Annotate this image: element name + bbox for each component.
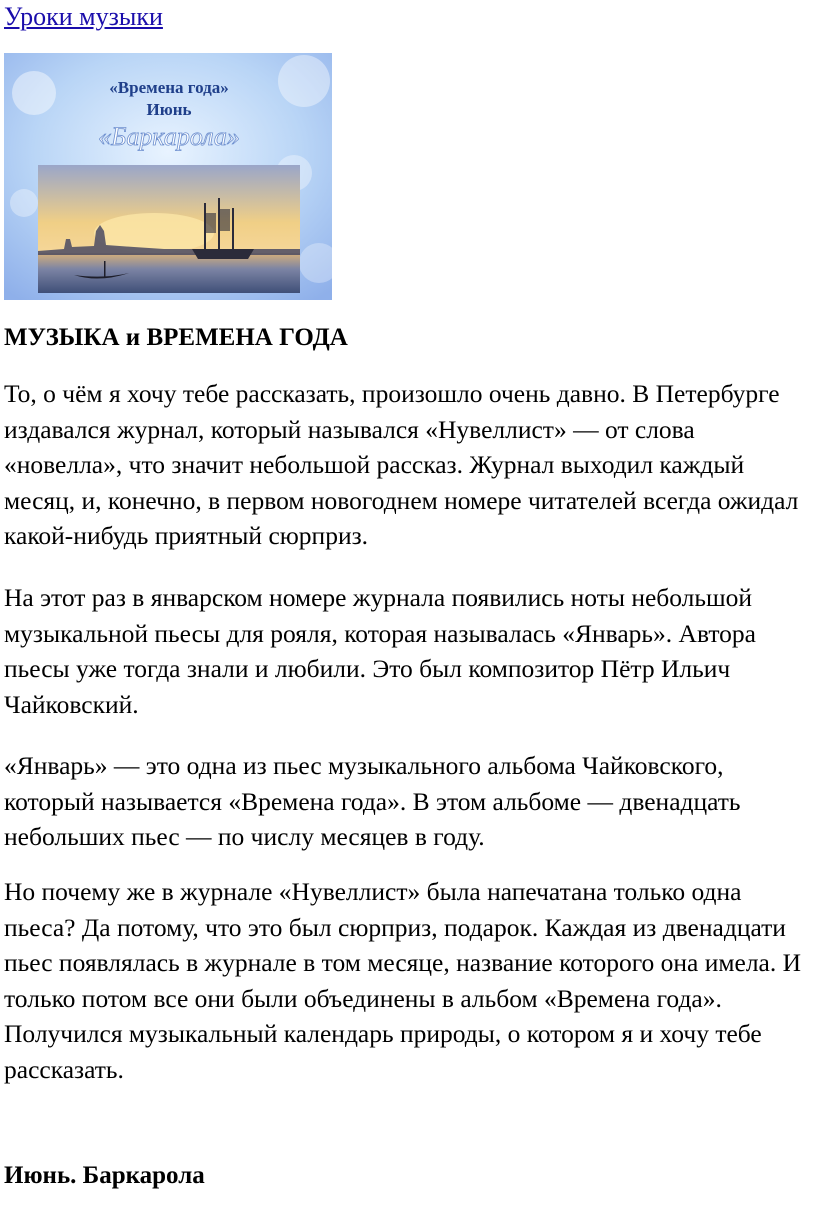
paragraph-2: На этот раз в январском номере журнала появились ноты небольшой музыкальной пьесы для рояля, которая называлась «Январь». Автора пьесы уже тогда знали и любили. Это был композитор Пётр Ильич Чайковский. — [4, 583, 756, 719]
barcarolle-cover-illustration — [4, 53, 332, 300]
cover-line-1: «Времена года» — [109, 78, 229, 97]
paragraph-3: «Январь» — это одна из пьес музыкального альбома Чайковского, который называется «Времена года». В этом альбоме — двенадцать небольших пьес — по числу месяцев в году. — [4, 751, 741, 851]
cover-line-3: «Баркарола» — [98, 122, 240, 151]
paragraph-4: Но почему же в журнале «Нувеллист» была напечатана только одна пьеса? Да потому, что это был сюрприз, подарок. Каждая из двенадцати пьес появлялась в журнале в том месяце, название которого она имела. И только потом все они были объединены в альбом «Времена года». Получился музыкальный календарь природы, о котором я и хочу тебе рассказать. — [4, 877, 802, 1084]
paragraph-1: То, о чём я хочу тебе рассказать, произошло очень давно. В Петербурге издавался журнал, который назывался «Нувеллист» — от слова «новелла», что значит небольшой рассказ. Журнал выходил каждый месяц, и, конечно, в первом новогоднем номере читателей всегда ожидал какой-нибудь приятный сюрприз. — [4, 379, 799, 550]
cover-line-2: Июнь — [146, 100, 192, 119]
lessons-link[interactable]: Уроки музыки — [4, 2, 163, 31]
cover-image — [4, 53, 332, 300]
article-title: МУЗЫКА и ВРЕМЕНА ГОДА — [4, 324, 348, 351]
section-title: Июнь. Баркарола — [4, 1162, 205, 1189]
